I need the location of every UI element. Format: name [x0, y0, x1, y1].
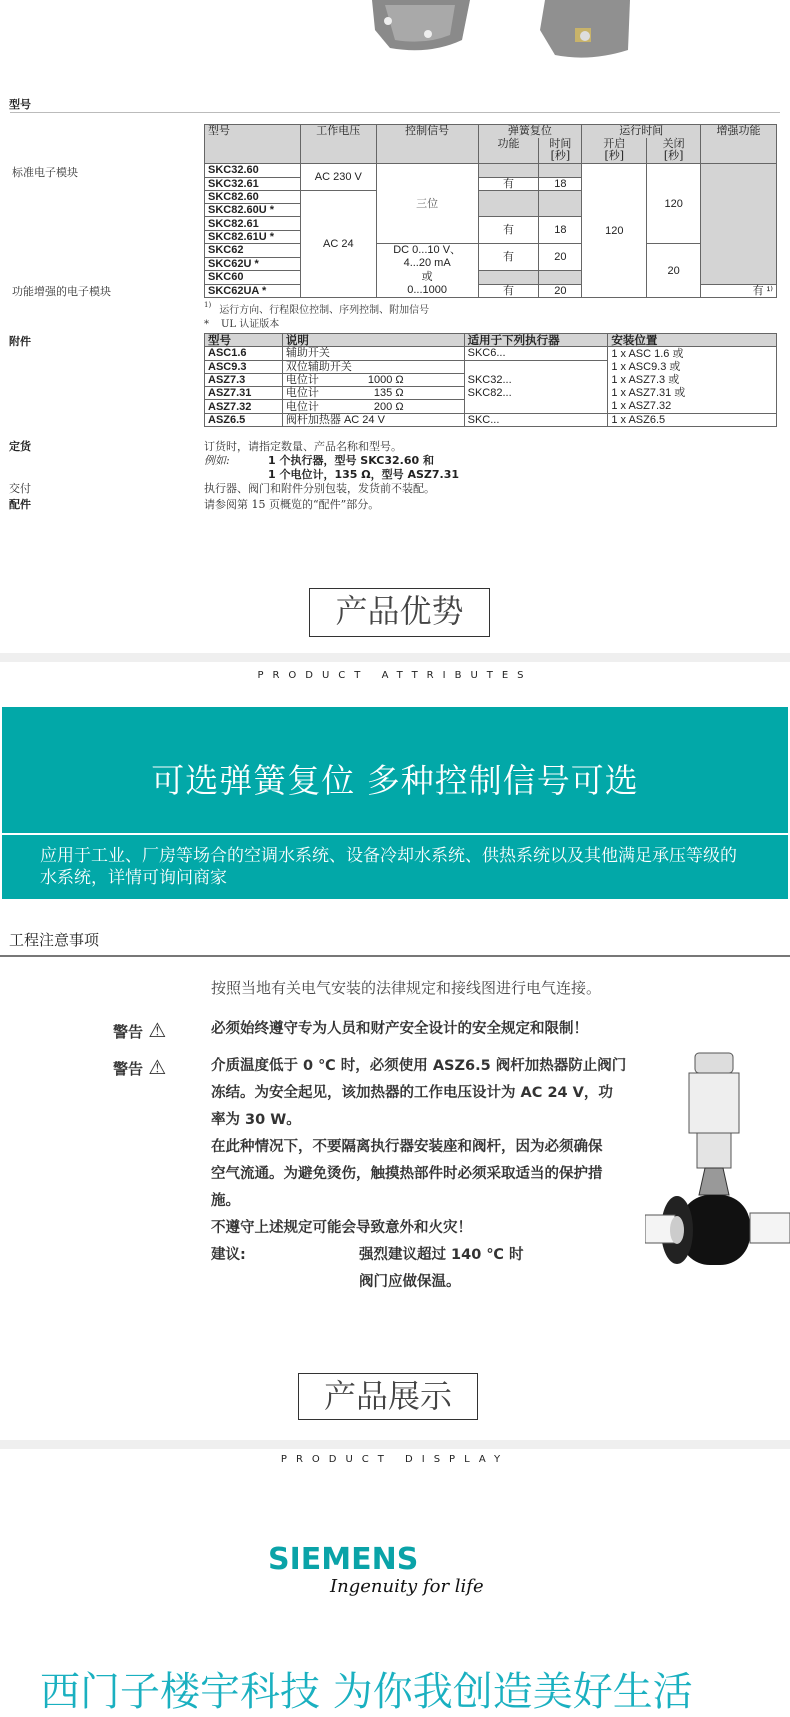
warning-label-1: 警告 ⚠	[113, 1018, 167, 1042]
th-spring-time: 时间 [秒]	[539, 138, 582, 164]
divider-band	[0, 1440, 790, 1449]
table-row: ASZ7.31 电位计 135 Ω	[205, 387, 777, 400]
table-row: SKC62U *	[205, 257, 777, 271]
th-model: 型号	[205, 125, 301, 164]
notes-line0: 按照当地有关电气安装的法律规定和接线图进行电气连接。	[211, 979, 602, 997]
section-model-title: 型号	[9, 98, 31, 111]
th-close: 关闭 [秒]	[647, 138, 701, 164]
feature-banner	[2, 707, 788, 833]
advantages-title: 产品优势	[309, 588, 490, 637]
table-row: SKC62UA * 有 20 有 ¹⁾	[205, 284, 777, 298]
ordering-text: 订货时，请指定数量、产品名称和型号。	[204, 440, 402, 453]
application-description: 应用于工业、厂房等场合的空调水系统、设备冷却水系统、供热系统以及其他满足承压等级的水系统，详情可询问商家	[2, 835, 788, 899]
display-subtitle: PRODUCT DISPLAY	[280, 1454, 510, 1465]
table-row: ASZ7.32 电位计 200 Ω	[205, 400, 777, 413]
table-row: ASZ7.3 电位计 1000 Ω	[205, 373, 777, 386]
ordering-label: 定货	[9, 440, 31, 453]
model-table	[204, 124, 777, 298]
th-mounting: 安装位置	[608, 334, 777, 347]
valve-heater-illustration	[645, 1045, 790, 1290]
th-enhanced: 增强功能	[701, 125, 777, 164]
divider	[10, 112, 780, 113]
th-runtime: 运行时间	[582, 125, 701, 138]
feature-banner-text: 可选弹簧复位 多种控制信号可选	[151, 761, 639, 800]
table-row: ASC9.3 双位辅助开关 SKC32... SKC82...	[205, 360, 777, 373]
actuator-product-image	[360, 0, 660, 70]
th-spring: 弹簧复位	[478, 125, 582, 138]
brand-slogan: 西门子楼宇科技 为你我创造美好生活	[40, 1669, 693, 1715]
label-standard-module: 标准电子模块	[12, 166, 78, 179]
th-spring-func: 功能	[478, 138, 539, 164]
delivery-text: 执行器、阀门和附件分别包装，发货前不装配。	[204, 482, 435, 495]
th-model: 型号	[205, 334, 283, 347]
table-row: SKC32.60 AC 230 V 三位 120 120	[205, 164, 777, 177]
warning-label-2: 警告 ⚠	[113, 1055, 167, 1079]
th-actuators: 适用于下列执行器	[464, 334, 608, 347]
notes-title: 工程注意事项	[9, 931, 100, 949]
table-row: SKC32.61 有 18	[205, 177, 777, 190]
footnote-2: * UL 认证版本	[204, 319, 280, 330]
parts-label: 配件	[9, 498, 31, 511]
parts-text: 请参阅第 15 页概览的“配件”部分。	[204, 498, 380, 511]
warning-1: 必须始终遵守专为人员和财产安全设计的安全规定和限制！	[211, 1021, 588, 1037]
brand-tagline: Ingenuity for life	[330, 1576, 484, 1597]
divider-band	[0, 653, 790, 662]
accessories-label: 附件	[9, 335, 31, 348]
advantages-subtitle: PRODUCT ATTRIBUTES	[257, 670, 533, 681]
table-row: SKC82.60U *	[205, 204, 777, 217]
warning-triangle-icon: ⚠	[148, 1018, 167, 1042]
footnote-1: $^{1)}$ 运行方向、行程限位控制、序列控制、附加信号	[204, 301, 430, 316]
th-desc: 说明	[282, 334, 464, 347]
accessories-table	[204, 333, 777, 427]
table-row: ASZ6.5 阀杆加热器 AC 24 V SKC... 1 x ASZ6.5	[205, 413, 777, 426]
example-line-1: 1 个执行器，型号 SKC32.60 和	[268, 454, 434, 467]
siemens-logo: SIEMENS	[268, 1542, 419, 1577]
table-row: SKC82.61 有 18	[205, 217, 777, 230]
th-signal: 控制信号	[376, 125, 478, 164]
table-row: SKC62 DC 0...10 V、 4...20 mA 或 0...1000 有 20 20	[205, 244, 777, 258]
example-line-2: 1 个电位计，135 Ω，型号 ASZ7.31	[268, 468, 460, 481]
th-open: 开启 [秒]	[582, 138, 647, 164]
warning-2: 介质温度低于 0 ℃ 时，必须使用 ASZ6.5 阀杆加热器防止阀门 冻结。为安全起见，该加热器的工作电压设计为 AC 24 V，功 率为 30 W。 在此种情况下，不要隔离执行器安装座和阀杆，因为必须确保 空气流通。为避免烫伤，触摸热部件时必须采取适当的保护措 施。 不遵守上述规定可能会导致意外和火灾！ 建议: 强烈建议超过 140 ℃ 时 阀门应做保温。	[211, 1058, 627, 1290]
table-row: SKC82.61U *	[205, 230, 777, 243]
divider	[0, 955, 790, 957]
example-label: 例如:	[204, 454, 230, 467]
table-row: SKC82.60 AC 24	[205, 190, 777, 203]
th-voltage: 工作电压	[300, 125, 376, 164]
display-title: 产品展示	[298, 1373, 478, 1420]
table-row: SKC60	[205, 271, 777, 285]
label-enhanced-module: 功能增强的电子模块	[12, 285, 111, 298]
warning-triangle-icon: ⚠	[148, 1055, 167, 1079]
table-row: ASC1.6 辅助开关 SKC6... 1 x ASC 1.6 或 1 x ASC9.3 或 1 x ASZ7.3 或 1 x ASZ7.31 或 1 x ASZ7.32	[205, 347, 777, 360]
delivery-label: 交付	[9, 482, 31, 495]
